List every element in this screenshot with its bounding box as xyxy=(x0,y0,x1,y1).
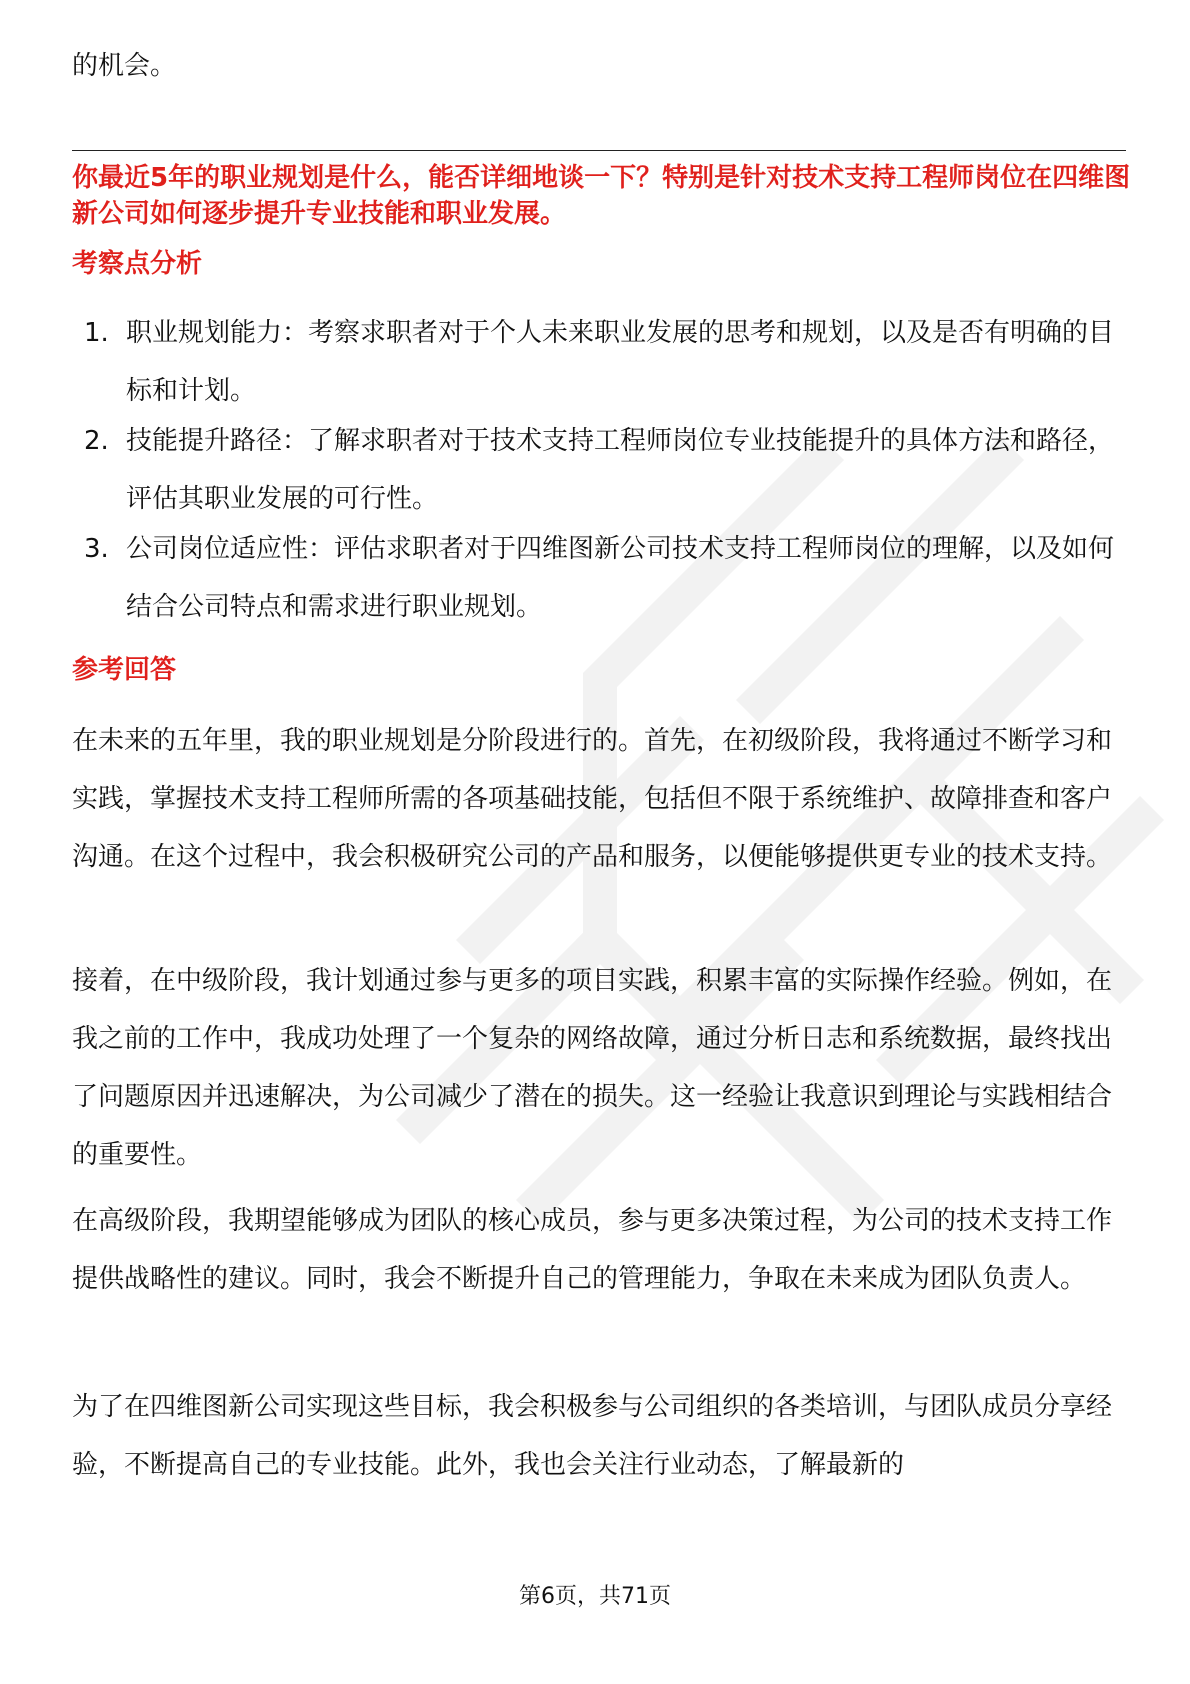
analysis-item-2 xyxy=(84,412,1134,528)
analysis-item-number: 2. xyxy=(84,426,109,456)
analysis-item-3 xyxy=(84,520,1134,636)
analysis-item-text: 职业规划能力：考察求职者对于个人未来职业发展的思考和规划，以及是否有明确的目标和计划。 xyxy=(126,318,1115,406)
answer-heading: 参考回答 xyxy=(72,655,177,685)
page-footer: 第6页，共71页 xyxy=(519,1584,671,1609)
analysis-item-1 xyxy=(84,304,1134,420)
analysis-heading: 考察点分析 xyxy=(72,249,203,279)
analysis-item-text: 技能提升路径：了解求职者对于技术支持工程师岗位专业技能提升的具体方法和路径，评估其职业发展的可行性。 xyxy=(126,426,1115,514)
question-heading: 你最近5年的职业规划是什么，能否详细地谈一下？特别是针对技术支持工程师岗位在四维图新公司如何逐步提升专业技能和职业发展。 xyxy=(72,163,1131,229)
answer-paragraph-2: 接着，在中级阶段，我计划通过参与更多的项目实践，积累丰富的实际操作经验。例如，在我之前的工作中，我成功处理了一个复杂的网络故障，通过分析日志和系统数据，最终找出了问题原因并迅速解决，为公司减少了潜在的损失。这一经验让我意识到理论与实践相结合的重要性。 xyxy=(72,966,1113,1170)
section-divider xyxy=(72,150,1126,151)
answer-paragraph-4: 为了在四维图新公司实现这些目标，我会积极参与公司组织的各类培训，与团队成员分享经验，不断提高自己的专业技能。此外，我也会关注行业动态，了解最新的 xyxy=(72,1392,1113,1480)
analysis-item-text: 公司岗位适应性：评估求职者对于四维图新公司技术支持工程师岗位的理解，以及如何结合公司特点和需求进行职业规划。 xyxy=(126,534,1115,622)
answer-paragraph-3: 在高级阶段，我期望能够成为团队的核心成员，参与更多决策过程，为公司的技术支持工作提供战略性的建议。同时，我会不断提升自己的管理能力，争取在未来成为团队负责人。 xyxy=(72,1206,1113,1294)
analysis-item-number: 3. xyxy=(84,534,109,564)
analysis-item-number: 1. xyxy=(84,318,109,348)
answer-paragraph-1: 在未来的五年里，我的职业规划是分阶段进行的。首先，在初级阶段，我将通过不断学习和实践，掌握技术支持工程师所需的各项基础技能，包括但不限于系统维护、故障排查和客户沟通。在这个过程中，我会积极研究公司的产品和服务，以便能够提供更专业的技术支持。 xyxy=(72,726,1113,872)
continuation-text: 的机会。 xyxy=(72,51,177,81)
